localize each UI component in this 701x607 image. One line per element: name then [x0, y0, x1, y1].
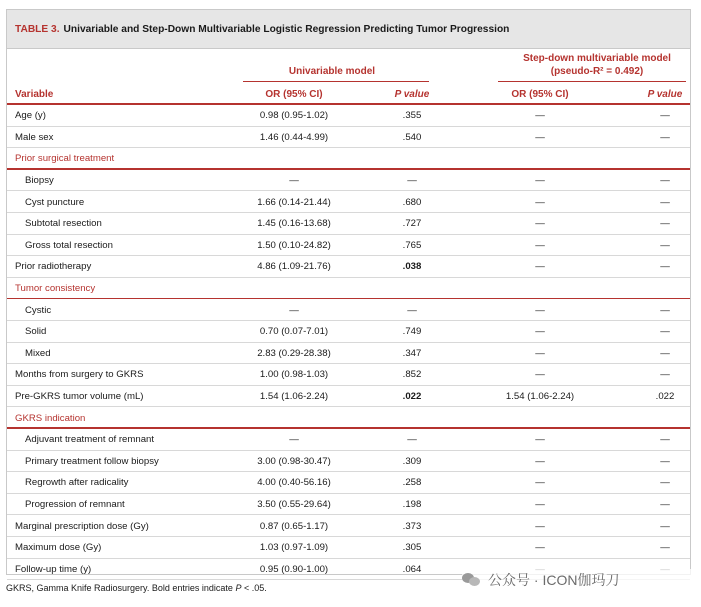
p-univariable-cell: .540: [402, 131, 422, 143]
or-multivariable-cell: —: [535, 455, 545, 467]
or-multivariable-cell: —: [535, 326, 545, 338]
variable-cell: Male sex: [15, 131, 54, 143]
table-row: [7, 213, 690, 235]
p-univariable-cell: .309: [402, 455, 422, 467]
or-multivariable-cell: —: [535, 347, 545, 359]
variable-cell: Biopsy: [25, 175, 54, 187]
col-header-or1: OR (95% CI): [265, 89, 323, 100]
p-univariable-cell: [382, 407, 442, 429]
or-univariable-cell: 3.00 (0.98-30.47): [257, 455, 331, 467]
or-multivariable-cell: [462, 407, 618, 429]
or-univariable-cell: 0.98 (0.95-1.02): [259, 110, 329, 122]
watermark: [462, 569, 692, 591]
univariable-group-rule: [243, 81, 429, 82]
p-univariable-cell: .765: [402, 239, 422, 251]
or-univariable-cell: 1.46 (0.44-4.99): [259, 131, 329, 143]
table-caption: Univariable and Step-Down Multivariable Logistic Regression Predicting Tumor Progression: [63, 23, 510, 35]
p-univariable-cell: .258: [402, 477, 422, 489]
variable-cell: Prior surgical treatment: [15, 153, 115, 165]
multivariable-group-header: Step-down multivariable model: [523, 53, 671, 64]
variable-cell: Prior radiotherapy: [15, 261, 92, 273]
or-univariable-cell: 1.66 (0.14-21.44): [257, 196, 331, 208]
or-univariable-cell: 1.45 (0.16-13.68): [257, 218, 331, 230]
table-row: [7, 364, 690, 386]
or-multivariable-cell: —: [535, 434, 545, 446]
p-multivariable-cell: —: [660, 239, 670, 251]
table-row: [7, 235, 690, 257]
or-multivariable-cell: —: [535, 304, 545, 316]
or-univariable-cell: 0.70 (0.07-7.01): [259, 326, 329, 338]
p-multivariable-cell: —: [660, 326, 670, 338]
p-multivariable-cell: —: [660, 218, 670, 230]
p-multivariable-cell: .022: [655, 391, 675, 403]
table-row: [7, 386, 690, 408]
or-univariable-cell: 1.00 (0.98-1.03): [259, 369, 329, 381]
p-univariable-cell: —: [407, 434, 417, 446]
variable-cell: Progression of remnant: [25, 499, 125, 511]
or-multivariable-cell: 1.54 (1.06-2.24): [505, 391, 575, 403]
p-multivariable-cell: [625, 148, 701, 170]
variable-cell: Cyst puncture: [25, 196, 85, 208]
col-header-variable: Variable: [15, 89, 54, 100]
or-univariable-cell: —: [289, 304, 299, 316]
col-header-p1: P value: [394, 89, 430, 100]
or-univariable-cell: 0.87 (0.65-1.17): [259, 520, 329, 532]
p-univariable-cell: [382, 278, 442, 300]
variable-cell: Adjuvant treatment of remnant: [25, 434, 155, 446]
col-header-or2: OR (95% CI): [511, 89, 569, 100]
p-multivariable-cell: —: [660, 110, 670, 122]
variable-cell: Marginal prescription dose (Gy): [15, 520, 149, 532]
p-univariable-cell: .038: [402, 261, 422, 273]
or-univariable-cell: 4.00 (0.40-56.16): [257, 477, 331, 489]
p-univariable-cell: —: [407, 304, 417, 316]
or-univariable-cell: [219, 148, 369, 170]
or-univariable-cell: —: [289, 434, 299, 446]
or-multivariable-cell: —: [535, 175, 545, 187]
p-univariable-cell: .347: [402, 347, 422, 359]
footnote-p: P: [235, 583, 242, 593]
or-univariable-cell: 0.95 (0.90-1.00): [259, 563, 329, 575]
p-multivariable-cell: [625, 407, 701, 429]
or-multivariable-cell: —: [535, 131, 545, 143]
section-row: [7, 148, 690, 170]
multivariable-group-rule: [498, 81, 686, 82]
p-multivariable-cell: —: [660, 196, 670, 208]
table-row: [7, 494, 690, 516]
variable-cell: Age (y): [15, 110, 46, 122]
or-univariable-cell: 2.83 (0.29-28.38): [257, 347, 331, 359]
or-multivariable-cell: —: [535, 369, 545, 381]
p-multivariable-cell: —: [660, 477, 670, 489]
footnote-suffix: < .05.: [241, 583, 267, 593]
or-multivariable-cell: —: [535, 542, 545, 554]
table-row: [7, 170, 690, 192]
or-univariable-cell: 1.03 (0.97-1.09): [259, 542, 329, 554]
table-frame: [6, 9, 691, 575]
variable-cell: GKRS indication: [15, 412, 86, 424]
p-multivariable-cell: —: [660, 347, 670, 359]
table-number: TABLE 3.: [15, 23, 60, 35]
p-multivariable-cell: —: [660, 542, 670, 554]
or-univariable-cell: 1.54 (1.06-2.24): [259, 391, 329, 403]
or-multivariable-cell: —: [535, 239, 545, 251]
p-univariable-cell: .305: [402, 542, 422, 554]
watermark-text: 公众号 · ICON伽玛刀: [488, 572, 620, 588]
or-univariable-cell: 1.50 (0.10-24.82): [257, 239, 331, 251]
or-multivariable-cell: —: [535, 218, 545, 230]
p-multivariable-cell: —: [660, 175, 670, 187]
p-multivariable-cell: —: [660, 455, 670, 467]
p-multivariable-cell: —: [660, 261, 670, 273]
p-univariable-cell: .373: [402, 520, 422, 532]
p-univariable-cell: .680: [402, 196, 422, 208]
p-univariable-cell: .727: [402, 218, 422, 230]
variable-cell: Maximum dose (Gy): [15, 542, 102, 554]
or-univariable-cell: 3.50 (0.55-29.64): [257, 499, 331, 511]
p-multivariable-cell: —: [660, 304, 670, 316]
or-univariable-cell: 4.86 (1.09-21.76): [257, 261, 331, 273]
p-univariable-cell: .749: [402, 326, 422, 338]
table-row: [7, 515, 690, 537]
or-univariable-cell: [219, 278, 369, 300]
variable-cell: Months from surgery to GKRS: [15, 369, 144, 381]
or-multivariable-cell: —: [535, 499, 545, 511]
section-row: [7, 407, 690, 429]
or-multivariable-cell: —: [535, 196, 545, 208]
table-footnote: [6, 583, 267, 593]
table-row: [7, 256, 690, 278]
p-multivariable-cell: —: [660, 499, 670, 511]
or-univariable-cell: [219, 407, 369, 429]
p-multivariable-cell: —: [660, 369, 670, 381]
table-row: [7, 127, 690, 149]
p-univariable-cell: .852: [402, 369, 422, 381]
multivariable-group-subheader: (pseudo-R² = 0.492): [550, 66, 644, 77]
or-multivariable-cell: —: [535, 520, 545, 532]
univariable-group-header: Univariable model: [288, 66, 376, 77]
variable-cell: Tumor consistency: [15, 283, 96, 295]
section-row: [7, 278, 690, 300]
table-title: [7, 10, 690, 49]
p-univariable-cell: [382, 148, 442, 170]
variable-cell: Pre-GKRS tumor volume (mL): [15, 391, 144, 403]
table-row: [7, 343, 690, 365]
variable-cell: Follow-up time (y): [15, 563, 92, 575]
table-row: [7, 472, 690, 494]
variable-cell: Solid: [25, 326, 47, 338]
p-univariable-cell: .355: [402, 110, 422, 122]
p-univariable-cell: .064: [402, 563, 422, 575]
p-multivariable-cell: —: [660, 434, 670, 446]
table-row: [7, 429, 690, 451]
wechat-icon: [462, 572, 482, 588]
or-multivariable-cell: [462, 278, 618, 300]
p-multivariable-cell: [625, 278, 701, 300]
table-row: [7, 537, 690, 559]
table-row: [7, 191, 690, 213]
p-multivariable-cell: —: [660, 520, 670, 532]
or-univariable-cell: —: [289, 175, 299, 187]
table-row: [7, 299, 690, 321]
col-header-p2: P value: [647, 89, 683, 100]
table-row: [7, 451, 690, 473]
variable-cell: Primary treatment follow biopsy: [25, 455, 159, 467]
p-univariable-cell: .022: [402, 391, 422, 403]
variable-cell: Subtotal resection: [25, 218, 102, 230]
p-univariable-cell: .198: [402, 499, 422, 511]
variable-cell: Cystic: [25, 304, 52, 316]
or-multivariable-cell: —: [535, 261, 545, 273]
or-multivariable-cell: —: [535, 110, 545, 122]
table-row: [7, 321, 690, 343]
p-univariable-cell: —: [407, 175, 417, 187]
variable-cell: Mixed: [25, 347, 51, 359]
table-row: [7, 105, 690, 127]
variable-cell: Gross total resection: [25, 239, 113, 251]
footnote-prefix: GKRS, Gamma Knife Radiosurgery. Bold entries indicate: [6, 583, 236, 593]
or-multivariable-cell: [462, 148, 618, 170]
or-multivariable-cell: —: [535, 477, 545, 489]
variable-cell: Regrowth after radicality: [25, 477, 129, 489]
p-multivariable-cell: —: [660, 131, 670, 143]
